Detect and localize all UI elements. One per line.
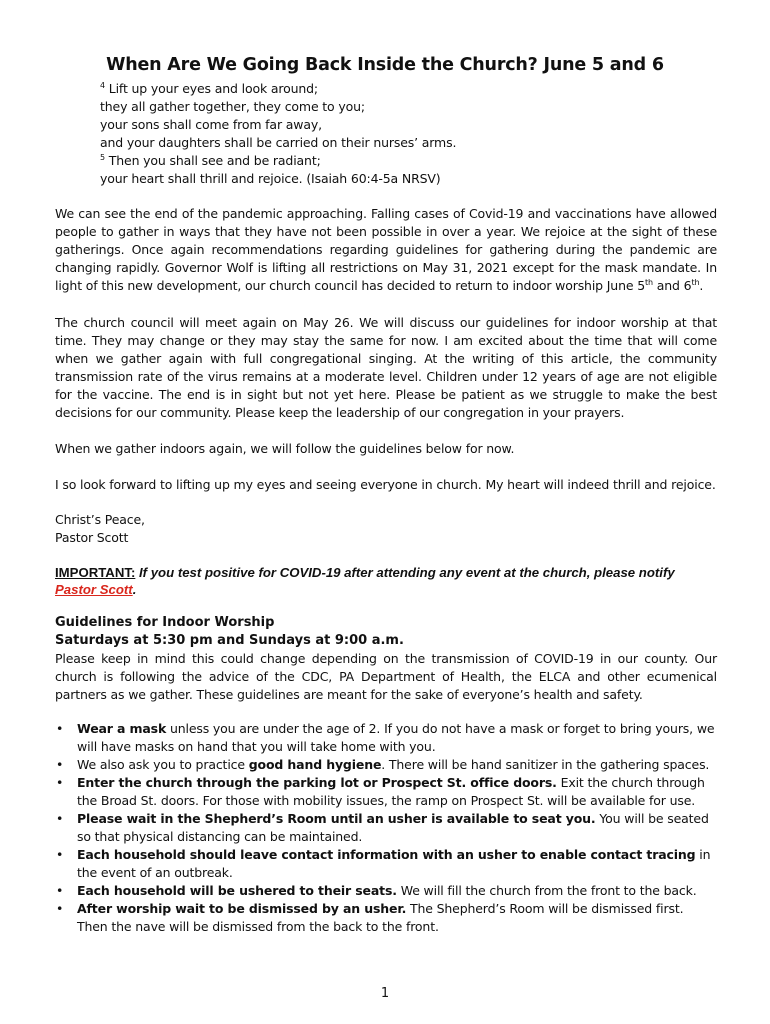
bullet-icon: • [56,775,64,790]
bullet-icon: • [56,883,64,898]
bullet-icon: • [56,847,64,862]
signoff-greeting: Christ’s Peace, [55,512,145,527]
list-item: • Each household should leave contact information with an usher to enable contact tracing in the event of an outbreak. [56,847,711,880]
worship-times: Saturdays at 5:30 pm and Sundays at 9:00 a.m. [55,633,404,648]
bullet-icon: • [56,901,64,916]
important-label: IMPORTANT: [55,565,136,580]
list-item: • We also ask you to practice good hand hygiene. There will be hand sanitizer in the gathering spaces. [56,757,710,772]
signoff-name: Pastor Scott [55,530,129,545]
verse-line: $^5$ Then you shall see and be radiant; [100,153,321,168]
important-notice: IMPORTANT: If you test positive for COVID-19 after attending any event at the church, please notify Pastor Scott. [55,565,675,597]
bullet-icon: • [56,811,64,826]
bullet-icon: • [56,721,64,736]
paragraph-closing: I so look forward to lifting up my eyes and seeing everyone in church. My heart will indeed thrill and rejoice. [55,477,716,492]
page-title: When Are We Going Back Inside the Church? June 5 and 6 [106,55,664,75]
signoff [55,511,717,547]
scripture-quote [100,80,700,188]
guidelines-intro: Please keep in mind this could change depending on the transmission of COVID-19 in our county. Our church is following the advice of the CDC, PA Department of Health, the ELCA and other ecumenical partners as we gather. These guidelines are meant for the sake of everyone’s health and safety. [55,651,717,702]
paragraph-council: The church council will meet again on May 26. We will discuss our guidelines for indoor worship at that time. They may change or they may stay the same for now. I am excited about the time that will come when we gather again with full congregational singing. At the writing of this article, the community transmission rate of the virus remains at a moderate level. Children under 12 years of age are not eligible for the vaccine. The end is in sight but not yet here. Please be patient as we struggle to make the best decisions for our community. Please keep the leadership of our congregation in your prayers. [55,315,717,420]
verse-line: $^4$ Lift up your eyes and look around; [100,81,318,96]
list-item: • After worship wait to be dismissed by an usher. The Shepherd’s Room will be dismissed first. Then the nave will be dismissed from the back to the front. [56,901,684,934]
verse-line: your sons shall come from far away, [100,117,322,132]
list-item: • Enter the church through the parking lot or Prospect St. office doors. Exit the church through the Broad St. doors. For those with mobility issues, the ramp on Prospect St. will be available for use. [56,775,705,808]
guidelines-list [55,720,717,936]
list-item: • Each household will be ushered to their seats. We will fill the church from the front to the back. [56,883,697,898]
verse-line: they all gather together, they come to you; [100,99,365,114]
paragraph-pandemic: We can see the end of the pandemic approaching. Falling cases of Covid-19 and vaccinations have allowed people to gather in ways that they have not been possible in over a year. We rejoice at the sight of these gatherings. Once again recommendations regarding guidelines for gathering during the pandemic are changing rapidly. Governor Wolf is lifting all restrictions on May 31, 2021 except for the mask mandate. In light of this new development, our church council has decided to return to indoor worship June 5th and 6th. [55,206,717,293]
verse-number: 4 [100,81,105,90]
paragraph-guidelines-note: When we gather indoors again, we will follow the guidelines below for now. [55,441,515,456]
list-item: • Wear a mask unless you are under the age of 2. If you do not have a mask or forget to bring yours, we will have masks on hand that you will take home with you. [56,721,715,754]
guidelines-title: Guidelines for Indoor Worship [55,615,275,630]
pastor-scott-link[interactable]: Pastor Scott [55,582,133,597]
page-number: 1 [380,986,390,1001]
verse-line: your heart shall thrill and rejoice. (Isaiah 60:4-5a NRSV) [100,171,441,186]
verse-number: 5 [100,153,105,162]
verse-line: and your daughters shall be carried on their nurses’ arms. [100,135,457,150]
bullet-icon: • [56,757,64,772]
list-item: • Please wait in the Shepherd’s Room until an usher is available to seat you. You will be seated so that physical distancing can be maintained. [56,811,709,844]
